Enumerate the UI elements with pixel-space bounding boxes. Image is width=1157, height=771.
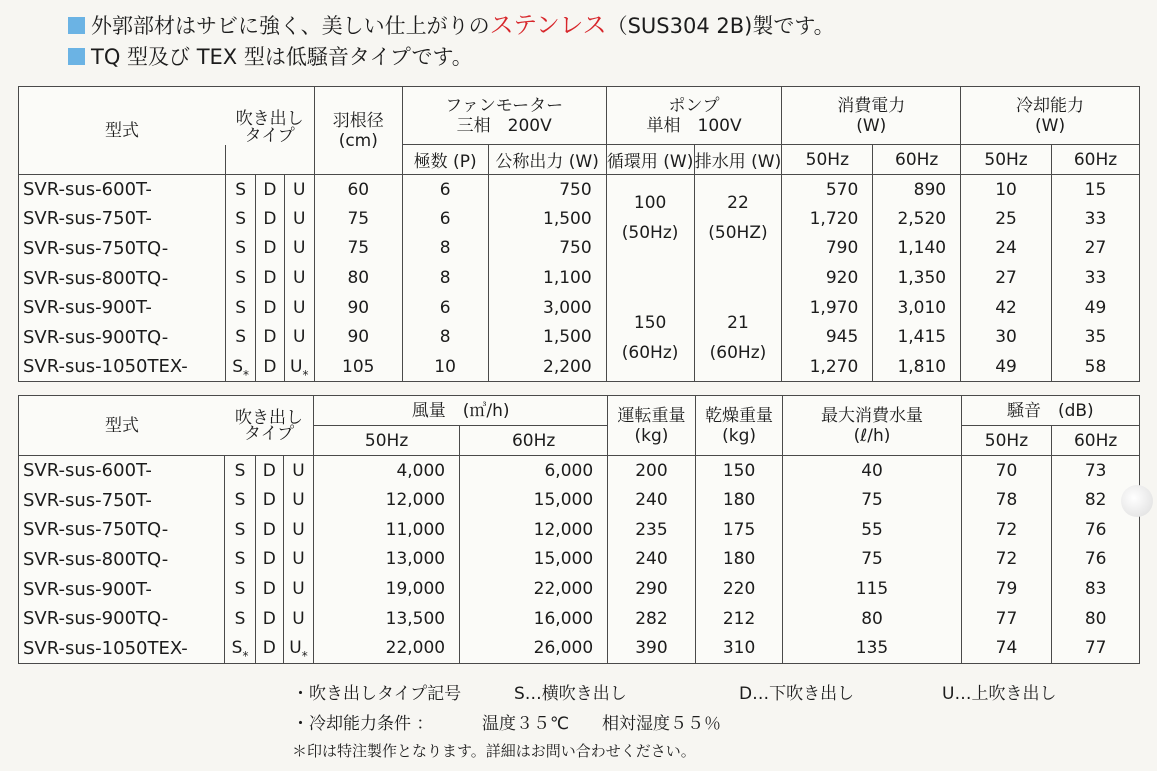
type-d-cell: D [255,515,283,545]
type-s-cell [225,485,255,515]
blade-cell: 90 [314,293,402,323]
header-noise: 騒音 (dB) [961,396,1139,426]
airflow-50hz-cell: 11,000 [314,515,460,545]
cooling-60hz-cell: 35 [1051,322,1139,352]
power-60hz-cell: 1,350 [873,263,961,293]
type-s: S [235,208,247,229]
op-weight-cell: 390 [608,634,696,664]
model-cell: SVR-sus-600T- [19,456,225,486]
power-50hz-cell: 790 [782,234,873,264]
type-d-cell: D [255,545,283,575]
output-cell: 750 [488,234,606,264]
table-row [19,322,1140,352]
model-cell: SVR-sus-900TQ- [19,604,225,634]
type-s-cell [225,634,255,664]
note-label: ・吹き出しタイプ記号 [292,684,462,704]
op-weight-cell: 235 [608,515,696,545]
type-u: U [292,179,306,200]
table-row [19,485,1140,515]
header-cooling-60hz: 60Hz [1051,145,1139,175]
power-60hz-cell: 1,415 [873,322,961,352]
blade-cell: 90 [314,322,402,352]
type-s-cell [225,545,255,575]
model-cell: SVR-sus-900T- [19,293,226,323]
model-cell: SVR-sus-800TQ- [19,263,226,293]
model-cell: SVR-sus-750TQ- [19,234,226,264]
type-u-cell [283,574,313,604]
type-d-cell: D [255,485,283,515]
table-row [19,263,1140,293]
type-s-cell [226,352,256,382]
header-pump-circ: 循環用 (W) [606,145,694,175]
output-cell: 1,500 [488,204,606,234]
type-s: S [234,608,246,629]
noise-60hz-cell: 76 [1052,545,1140,575]
type-u: U [289,356,303,377]
water-cell: 75 [783,545,961,575]
water-cell: 75 [783,485,961,515]
op-weight-cell: 200 [608,456,696,486]
header-fan: ファンモーター 三相 200V [402,87,606,145]
type-s-cell [226,204,256,234]
airflow-50hz-cell: 13,500 [314,604,460,634]
power-50hz-cell: 945 [782,322,873,352]
spec-table-2 [18,395,1140,664]
intro-highlight: ステンレス [489,11,607,39]
water-cell: 80 [783,604,961,634]
type-d-cell: D [256,263,284,293]
noise-60hz-cell: 76 [1052,515,1140,545]
noise-50hz-cell: 79 [961,574,1052,604]
note-s: S…横吹き出し [514,684,627,704]
water-cell: 55 [783,515,961,545]
water-cell: 115 [783,574,961,604]
type-u: U [292,238,306,259]
poles-cell: 8 [402,263,488,293]
noise-60hz-cell: 83 [1052,574,1140,604]
noise-60hz-cell: 77 [1052,634,1140,664]
airflow-60hz-cell: 15,000 [460,485,608,515]
table-row [19,545,1140,575]
type-s: S [234,519,246,540]
type-s-cell [225,604,255,634]
type-s: S [231,638,243,659]
type-s: S [234,579,246,600]
poles-cell: 6 [402,293,488,323]
header-airflow-50hz: 50Hz [314,426,460,456]
note-special-order: ＊印は特注製作となります。詳細はお問い合わせください。 [292,742,696,760]
header-type [226,145,315,175]
airflow-50hz-cell: 4,000 [314,456,460,486]
type-d-cell: D [256,234,284,264]
special-order-mark: * [302,367,309,382]
type-u: U [292,608,305,629]
type-d-cell: D [255,574,283,604]
type-d-cell: D [256,293,284,323]
table-row [19,604,1140,634]
header-pump: ポンプ 単相 100V [606,87,782,145]
note-d: D…下吹き出し [739,684,855,704]
dry-weight-cell: 180 [695,485,783,515]
power-50hz-cell: 1,270 [782,352,873,382]
type-s: S [235,327,247,348]
header-airflow: 風量 (㎥/h) [314,396,608,426]
op-weight-cell: 240 [608,485,696,515]
table-row [19,634,1140,664]
note-temp: 温度３５℃ [482,714,570,734]
poles-cell: 10 [402,352,488,382]
cooling-60hz-cell: 49 [1051,293,1139,323]
type-s-cell [226,293,256,323]
cooling-50hz-cell: 10 [961,175,1052,205]
power-60hz-cell: 890 [873,175,961,205]
note-cooling-conditions [292,709,721,734]
type-s-cell [226,322,256,352]
header-airflow-60hz: 60Hz [460,426,608,456]
type-s: S [235,179,247,200]
type-u-cell [283,634,313,664]
poles-cell: 6 [402,204,488,234]
type-s: S [235,268,247,289]
pump-circ-cell: 100 (50Hz) 150 (60Hz) [606,175,694,382]
header-noise-60hz: 60Hz [1052,426,1140,456]
output-cell: 2,200 [488,352,606,382]
type-d-cell: D [256,204,284,234]
power-60hz-cell: 3,010 [873,293,961,323]
intro-line-1 [68,12,835,39]
table-row [19,352,1140,382]
pump-drain-cell: 22 (50HZ) 21 (60Hz) [694,175,782,382]
header-fan-poles: 極数 (P) [402,145,488,175]
type-u-cell [283,604,313,634]
blade-cell: 105 [314,352,402,382]
type-u-cell [284,234,314,264]
cooling-50hz-cell: 27 [961,263,1052,293]
type-u-cell [283,485,313,515]
table-row [19,204,1140,234]
noise-50hz-cell: 70 [961,456,1052,486]
airflow-50hz-cell: 12,000 [314,485,460,515]
poles-cell: 8 [402,234,488,264]
intro-line-2 [68,44,473,70]
bullet-square-icon [68,17,85,34]
note-humidity: 相対湿度５５％ [602,714,721,734]
airflow-50hz-cell: 22,000 [314,634,460,664]
cooling-60hz-cell: 33 [1051,263,1139,293]
type-u: U [292,549,305,570]
type-s: S [232,356,244,377]
table-row [19,515,1140,545]
special-order-mark: * [242,649,249,664]
type-d-cell: D [256,175,284,205]
type-u: U [292,327,306,348]
water-cell: 40 [783,456,961,486]
dry-weight-cell: 310 [695,634,783,664]
dry-weight-cell: 150 [695,456,783,486]
dry-weight-cell: 175 [695,515,783,545]
type-u-cell [283,545,313,575]
type-s-cell [226,234,256,264]
type-s: S [234,460,246,481]
type-d-cell: D [255,456,283,486]
power-60hz-cell: 2,520 [873,204,961,234]
type-u: U [292,297,306,318]
airflow-50hz-cell: 19,000 [314,574,460,604]
type-d-cell: D [255,634,283,664]
note-type-symbols [292,679,1056,704]
header-model-text: 型式 [105,120,139,141]
note-u: U…上吹き出し [942,684,1057,704]
intro-text: 外郭部材はサビに強く、美しい仕上がりの [91,14,490,38]
type-s: S [235,297,247,318]
cooling-50hz-cell: 49 [961,352,1052,382]
note-label: ・冷却能力条件 ： [292,714,434,734]
header-dry-weight: 乾燥重量 (kg) [695,396,783,456]
header-model [19,87,226,175]
blade-cell: 75 [314,204,402,234]
noise-50hz-cell: 72 [961,515,1052,545]
blade-cell: 80 [314,263,402,293]
type-s-cell [225,456,255,486]
airflow-50hz-cell: 13,000 [314,545,460,575]
noise-60hz-cell: 80 [1052,604,1140,634]
power-50hz-cell: 920 [782,263,873,293]
type-u: U [292,460,305,481]
special-order-mark: * [243,367,250,382]
type-s-cell [226,175,256,205]
cooling-50hz-cell: 25 [961,204,1052,234]
spec-table-1 [18,86,1140,382]
type-u-cell [284,293,314,323]
header-op-weight: 運転重量 (kg) [608,396,696,456]
table-row [19,574,1140,604]
noise-50hz-cell: 72 [961,545,1052,575]
type-s: S [234,490,246,511]
header-blade: 羽根径 (cm) [314,87,402,175]
model-cell: SVR-sus-750TQ- [19,515,225,545]
noise-50hz-cell: 78 [961,485,1052,515]
header-power-50hz: 50Hz [782,145,873,175]
poles-cell: 6 [402,175,488,205]
type-d-cell: D [255,604,283,634]
power-50hz-cell: 1,970 [782,293,873,323]
special-order-mark: * [301,649,308,664]
header-model-text: 型式 [104,415,139,436]
header-type-top: 吹き出し タイプ [226,87,315,145]
model-cell: SVR-sus-900TQ- [19,322,226,352]
header-fan-output: 公称出力 (W) [488,145,606,175]
cooling-50hz-cell: 42 [961,293,1052,323]
type-s-cell [226,263,256,293]
airflow-60hz-cell: 22,000 [460,574,608,604]
noise-50hz-cell: 77 [961,604,1052,634]
airflow-60hz-cell: 26,000 [460,634,608,664]
op-weight-cell: 282 [608,604,696,634]
dry-weight-cell: 220 [695,574,783,604]
type-s: S [234,549,246,570]
type-s-cell [225,574,255,604]
output-cell: 750 [488,175,606,205]
type-u: U [292,268,306,289]
model-cell: SVR-sus-1050TEX- [19,352,226,382]
airflow-60hz-cell: 12,000 [460,515,608,545]
header-water: 最大消費水量 (ℓ/h) [783,396,961,456]
type-u-cell [283,456,313,486]
table-row [19,293,1140,323]
header-power-60hz: 60Hz [873,145,961,175]
type-d-cell: D [256,322,284,352]
model-cell: SVR-sus-750T- [19,204,226,234]
header-noise-50hz: 50Hz [961,426,1052,456]
header-cooling-50hz: 50Hz [961,145,1052,175]
noise-60hz-cell: 73 [1052,456,1140,486]
cooling-60hz-cell: 33 [1051,204,1139,234]
paper-glare-spot [1121,485,1153,517]
water-cell: 135 [783,634,961,664]
cooling-60hz-cell: 58 [1051,352,1139,382]
op-weight-cell: 290 [608,574,696,604]
type-u: U [292,519,305,540]
model-cell: SVR-sus-750T- [19,485,225,515]
header-model [19,396,225,456]
airflow-60hz-cell: 15,000 [460,545,608,575]
dry-weight-cell: 212 [695,604,783,634]
intro-text: （SUS304 2B)製です。 [606,14,835,38]
type-u: U [292,579,305,600]
type-u: U [289,638,302,659]
type-u-cell [284,204,314,234]
poles-cell: 8 [402,322,488,352]
output-cell: 1,100 [488,263,606,293]
type-s-cell [225,515,255,545]
model-cell: SVR-sus-900T- [19,574,225,604]
cooling-50hz-cell: 30 [961,322,1052,352]
power-60hz-cell: 1,810 [873,352,961,382]
blade-cell: 60 [314,175,402,205]
table-row [19,234,1140,264]
power-50hz-cell: 570 [782,175,873,205]
output-cell: 3,000 [488,293,606,323]
type-u: U [292,490,305,511]
type-u-cell [284,352,314,382]
cooling-60hz-cell: 15 [1051,175,1139,205]
cooling-50hz-cell: 24 [961,234,1052,264]
type-u-cell [284,175,314,205]
header-power: 消費電力 (W) [782,87,961,145]
type-u-cell [284,263,314,293]
model-cell: SVR-sus-600T- [19,175,226,205]
type-u-cell [284,322,314,352]
table-row [19,456,1140,486]
power-50hz-cell: 1,720 [782,204,873,234]
op-weight-cell: 240 [608,545,696,575]
bullet-square-icon [68,48,85,65]
type-d-cell: D [256,352,284,382]
header-type: 吹き出し タイプ [225,396,314,456]
type-u: U [292,208,306,229]
blade-cell: 75 [314,234,402,264]
header-cooling: 冷却能力 (W) [961,87,1140,145]
model-cell: SVR-sus-1050TEX- [19,634,225,664]
airflow-60hz-cell: 6,000 [460,456,608,486]
type-u-cell [283,515,313,545]
noise-60hz-cell: 82 [1052,485,1140,515]
table-row [19,175,1140,205]
airflow-60hz-cell: 16,000 [460,604,608,634]
model-cell: SVR-sus-800TQ- [19,545,225,575]
intro-text: TQ 型及び TEX 型は低騒音タイプです。 [91,45,473,69]
output-cell: 1,500 [488,322,606,352]
power-60hz-cell: 1,140 [873,234,961,264]
header-pump-drain: 排水用 (W) [694,145,782,175]
cooling-60hz-cell: 27 [1051,234,1139,264]
dry-weight-cell: 180 [695,545,783,575]
type-s: S [235,238,247,259]
noise-50hz-cell: 74 [961,634,1052,664]
